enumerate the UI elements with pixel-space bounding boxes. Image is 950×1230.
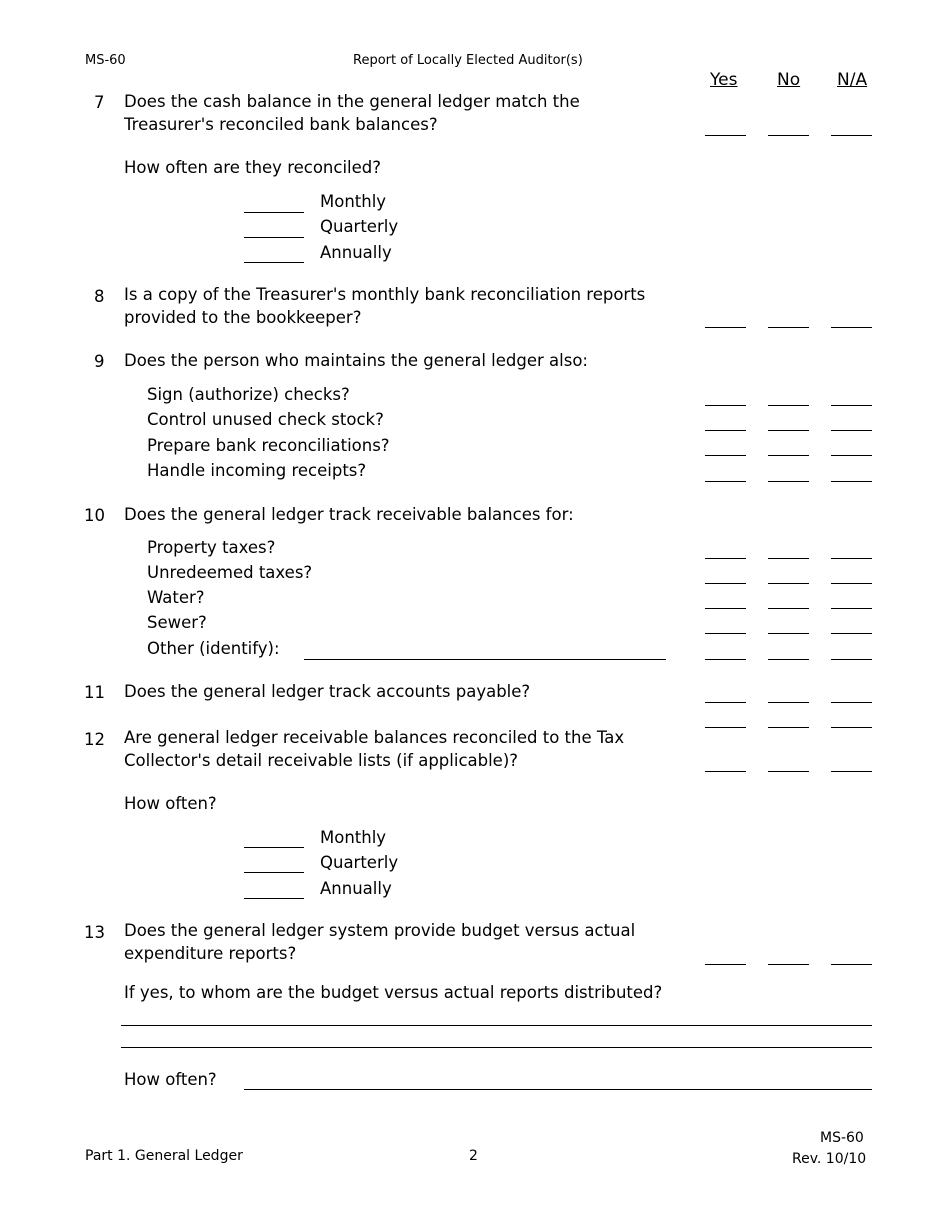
q10e-yes-blank[interactable]	[705, 659, 746, 660]
q13-no-blank[interactable]	[768, 964, 809, 965]
q7-yes-blank[interactable]	[705, 135, 746, 136]
q7-annually-blank[interactable]	[244, 262, 304, 263]
column-no: No	[777, 70, 801, 90]
question-8-line1: Is a copy of the Treasurer's monthly bank reconciliation reports	[124, 285, 646, 304]
question-10-text: Does the general ledger track receivable balances for:	[124, 505, 574, 524]
q12-annually-blank[interactable]	[244, 898, 304, 899]
q9c-yes-blank[interactable]	[705, 455, 746, 456]
question-9-text: Does the person who maintains the general ledger also:	[124, 351, 588, 370]
q10e-na-blank[interactable]	[831, 659, 872, 660]
how-often-label: How often?	[124, 1070, 217, 1089]
option-label: Annually	[320, 243, 392, 262]
revision-label: Rev. 10/10	[792, 1151, 867, 1167]
q13-na-blank[interactable]	[831, 964, 872, 965]
form-code-header: MS-60	[85, 53, 126, 68]
q11-no-blank[interactable]	[768, 702, 809, 703]
option-label: Quarterly	[320, 853, 399, 872]
q9b-na-blank[interactable]	[831, 430, 872, 431]
q7-no-blank[interactable]	[768, 135, 809, 136]
question-number: 10	[84, 506, 105, 525]
extra-yes-blank[interactable]	[705, 727, 746, 728]
sub-item: Control unused check stock?	[147, 410, 384, 429]
sub-item: Handle incoming receipts?	[147, 461, 367, 480]
question-number: 13	[84, 923, 105, 942]
question-number: 12	[84, 730, 105, 749]
question-number: 7	[94, 93, 105, 112]
q11-na-blank[interactable]	[831, 702, 872, 703]
q12-na-blank[interactable]	[831, 771, 872, 772]
distribution-answer-line[interactable]	[121, 1047, 872, 1048]
extra-no-blank[interactable]	[768, 727, 809, 728]
sub-item: Sign (authorize) checks?	[147, 385, 350, 404]
q9c-no-blank[interactable]	[768, 455, 809, 456]
page-number: 2	[469, 1148, 478, 1164]
q10e-no-blank[interactable]	[768, 659, 809, 660]
q9a-yes-blank[interactable]	[705, 405, 746, 406]
sub-item: Property taxes?	[147, 538, 276, 557]
q10a-na-blank[interactable]	[831, 558, 872, 559]
q10c-yes-blank[interactable]	[705, 608, 746, 609]
question-11-text: Does the general ledger track accounts payable?	[124, 682, 531, 701]
option-label: Monthly	[320, 828, 387, 847]
option-label: Monthly	[320, 192, 387, 211]
report-title: Report of Locally Elected Auditor(s)	[353, 53, 583, 68]
q8-yes-blank[interactable]	[705, 327, 746, 328]
option-label: Quarterly	[320, 217, 399, 236]
question-13-line1: Does the general ledger system provide budget versus actual	[124, 921, 636, 940]
sub-item: Prepare bank reconciliations?	[147, 436, 390, 455]
sub-item: Water?	[147, 588, 205, 607]
question-13-line2: expenditure reports?	[124, 944, 297, 963]
q9a-na-blank[interactable]	[831, 405, 872, 406]
q9b-no-blank[interactable]	[768, 430, 809, 431]
q12-quarterly-blank[interactable]	[244, 872, 304, 873]
extra-na-blank[interactable]	[831, 727, 872, 728]
q9d-yes-blank[interactable]	[705, 481, 746, 482]
q13-yes-blank[interactable]	[705, 964, 746, 965]
q10b-yes-blank[interactable]	[705, 583, 746, 584]
question-7-line1: Does the cash balance in the general ledger match the	[124, 92, 580, 111]
how-often-field[interactable]	[244, 1089, 872, 1090]
q10d-no-blank[interactable]	[768, 633, 809, 634]
question-number: 8	[94, 287, 105, 306]
q9a-no-blank[interactable]	[768, 405, 809, 406]
q10c-na-blank[interactable]	[831, 608, 872, 609]
question-7-followup: How often are they reconciled?	[124, 158, 382, 177]
distribution-answer-line[interactable]	[121, 1025, 872, 1026]
question-12-line2: Collector's detail receivable lists (if applicable)?	[124, 751, 519, 770]
q9d-na-blank[interactable]	[831, 481, 872, 482]
q12-monthly-blank[interactable]	[244, 847, 304, 848]
q10d-na-blank[interactable]	[831, 633, 872, 634]
sub-item: Sewer?	[147, 613, 207, 632]
question-8-line2: provided to the bookkeeper?	[124, 308, 362, 327]
q10b-no-blank[interactable]	[768, 583, 809, 584]
question-12-line1: Are general ledger receivable balances reconciled to the Tax	[124, 728, 625, 747]
q10c-no-blank[interactable]	[768, 608, 809, 609]
option-label: Annually	[320, 879, 392, 898]
column-yes: Yes	[710, 70, 738, 90]
question-13-followup: If yes, to whom are the budget versus actual reports distributed?	[124, 983, 663, 1002]
q12-no-blank[interactable]	[768, 771, 809, 772]
q12-yes-blank[interactable]	[705, 771, 746, 772]
q7-quarterly-blank[interactable]	[244, 237, 304, 238]
q7-monthly-blank[interactable]	[244, 212, 304, 213]
q9b-yes-blank[interactable]	[705, 430, 746, 431]
question-number: 9	[94, 352, 105, 371]
q9c-na-blank[interactable]	[831, 455, 872, 456]
other-identify-field[interactable]	[304, 659, 666, 660]
sub-item: Unredeemed taxes?	[147, 563, 313, 582]
q10a-no-blank[interactable]	[768, 558, 809, 559]
q10a-yes-blank[interactable]	[705, 558, 746, 559]
question-number: 11	[84, 683, 105, 702]
q9d-no-blank[interactable]	[768, 481, 809, 482]
q10d-yes-blank[interactable]	[705, 633, 746, 634]
footer-form-code: MS-60	[820, 1130, 864, 1146]
q8-no-blank[interactable]	[768, 327, 809, 328]
question-12-followup: How often?	[124, 794, 217, 813]
q10b-na-blank[interactable]	[831, 583, 872, 584]
q7-na-blank[interactable]	[831, 135, 872, 136]
sub-item: Other (identify):	[147, 639, 280, 658]
column-na: N/A	[837, 70, 868, 90]
question-7-line2: Treasurer's reconciled bank balances?	[124, 115, 438, 134]
q8-na-blank[interactable]	[831, 327, 872, 328]
footer-section: Part 1. General Ledger	[85, 1148, 243, 1164]
q11-yes-blank[interactable]	[705, 702, 746, 703]
